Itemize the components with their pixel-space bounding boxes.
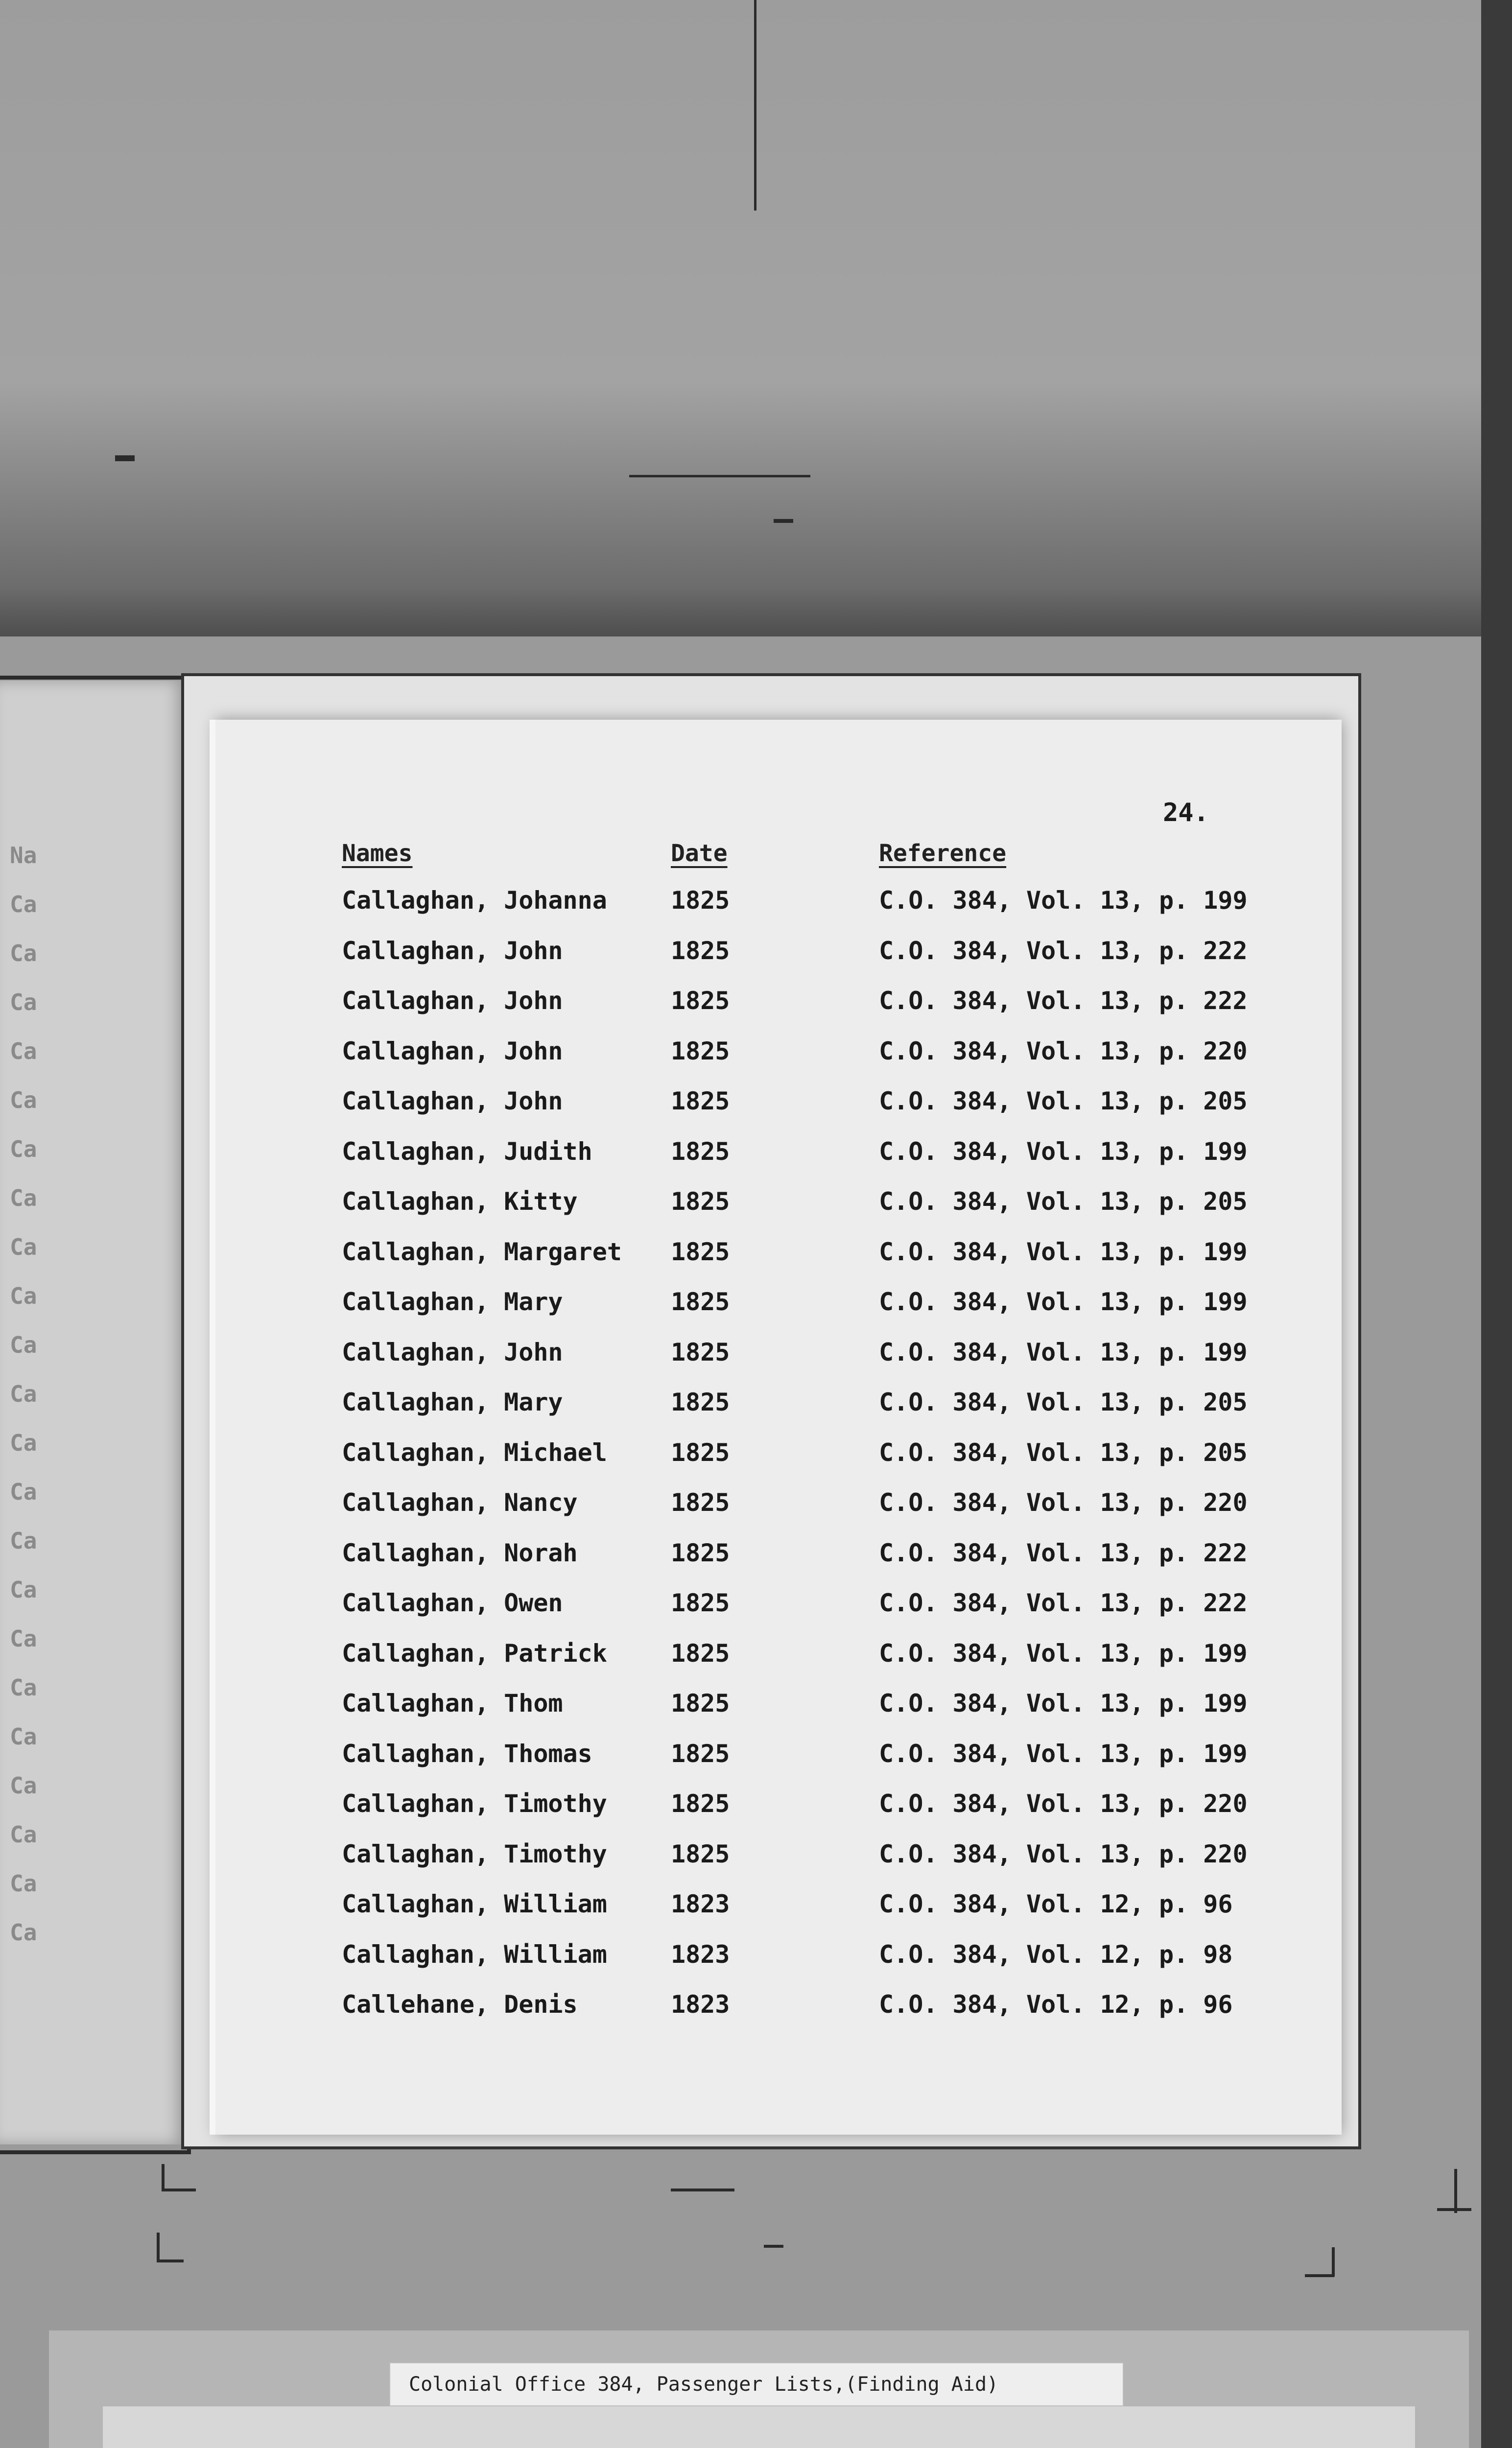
reference-citation: C.O. 384, Vol. 13, p. 199 bbox=[879, 1137, 1248, 1166]
table-row bbox=[215, 1187, 1342, 1236]
binder-edge bbox=[0, 676, 191, 2154]
reference-citation: C.O. 384, Vol. 12, p. 96 bbox=[879, 1890, 1233, 1918]
reference-citation: C.O. 384, Vol. 13, p. 199 bbox=[879, 1338, 1248, 1366]
table-row bbox=[215, 1338, 1342, 1387]
passenger-name: Callaghan, Michael bbox=[342, 1438, 607, 1467]
table-row bbox=[215, 1589, 1342, 1638]
passenger-name: Callaghan, Judith bbox=[342, 1137, 592, 1166]
entry-date: 1825 bbox=[671, 1639, 730, 1668]
table-row bbox=[215, 987, 1342, 1036]
entry-date: 1823 bbox=[671, 1890, 730, 1918]
registration-mark bbox=[1305, 2274, 1334, 2277]
passenger-name: Callaghan, Thom bbox=[342, 1689, 563, 1718]
table-row bbox=[215, 1890, 1342, 1939]
entry-date: 1825 bbox=[671, 936, 730, 965]
entry-date: 1825 bbox=[671, 1789, 730, 1818]
entry-date: 1823 bbox=[671, 1940, 730, 1969]
reference-citation: C.O. 384, Vol. 13, p. 199 bbox=[879, 886, 1248, 915]
registration-mark bbox=[157, 2233, 160, 2262]
registration-mark bbox=[1437, 2208, 1471, 2211]
passenger-name: Callaghan, Timothy bbox=[342, 1839, 607, 1868]
entry-date: 1825 bbox=[671, 1187, 730, 1216]
table-row bbox=[215, 1288, 1342, 1337]
entry-date: 1825 bbox=[671, 1438, 730, 1467]
table-row bbox=[215, 1639, 1342, 1688]
registration-mark bbox=[671, 2189, 734, 2191]
table-row bbox=[215, 1990, 1342, 2039]
entry-date: 1825 bbox=[671, 1137, 730, 1166]
entry-date: 1825 bbox=[671, 1388, 730, 1416]
finding-aid-label: Colonial Office 384, Passenger Lists,(Finding Aid) bbox=[389, 2362, 1124, 2406]
reference-citation: C.O. 384, Vol. 13, p. 205 bbox=[879, 1438, 1248, 1467]
page-number: 24. bbox=[1163, 798, 1209, 827]
table-row bbox=[215, 1438, 1342, 1487]
registration-mark bbox=[162, 2189, 196, 2191]
entry-date: 1825 bbox=[671, 987, 730, 1015]
entry-date: 1825 bbox=[671, 1288, 730, 1316]
passenger-name: Callaghan, Nancy bbox=[342, 1488, 578, 1517]
passenger-name: Callaghan, John bbox=[342, 1087, 563, 1115]
reference-citation: C.O. 384, Vol. 12, p. 98 bbox=[879, 1940, 1233, 1969]
entry-date: 1825 bbox=[671, 1237, 730, 1266]
entry-date: 1825 bbox=[671, 1589, 730, 1617]
table-row bbox=[215, 1087, 1342, 1136]
registration-mark bbox=[1332, 2247, 1335, 2277]
table-row bbox=[215, 1539, 1342, 1588]
entry-date: 1825 bbox=[671, 1036, 730, 1065]
passenger-name: Callaghan, Norah bbox=[342, 1538, 578, 1567]
reference-citation: C.O. 384, Vol. 13, p. 205 bbox=[879, 1087, 1248, 1115]
previous-page: Na Ca Ca Ca Ca Ca Ca Ca Ca Ca Ca Ca Ca Ca Ca Ca Ca Ca Ca Ca Ca Ca Ca bbox=[0, 681, 189, 2144]
passenger-name: Callaghan, Thomas bbox=[342, 1739, 592, 1768]
entry-date: 1825 bbox=[671, 886, 730, 915]
table-row bbox=[215, 1488, 1342, 1537]
reference-citation: C.O. 384, Vol. 13, p. 199 bbox=[879, 1237, 1248, 1266]
passenger-name: Callaghan, Kitty bbox=[342, 1187, 578, 1216]
passenger-name: Callaghan, Mary bbox=[342, 1388, 563, 1416]
film-edge bbox=[1481, 0, 1512, 2448]
passenger-name: Callaghan, Johanna bbox=[342, 886, 607, 915]
passenger-name: Callaghan, John bbox=[342, 1036, 563, 1065]
table-row bbox=[215, 1740, 1342, 1789]
table-row bbox=[215, 1689, 1342, 1738]
reference-citation: C.O. 384, Vol. 13, p. 205 bbox=[879, 1388, 1248, 1416]
table-row bbox=[215, 1388, 1342, 1437]
entry-date: 1825 bbox=[671, 1689, 730, 1718]
reference-citation: C.O. 384, Vol. 13, p. 199 bbox=[879, 1739, 1248, 1768]
table-row bbox=[215, 1840, 1342, 1889]
passenger-name: Callaghan, Owen bbox=[342, 1589, 563, 1617]
entry-date: 1825 bbox=[671, 1087, 730, 1115]
registration-mark bbox=[162, 2164, 165, 2191]
reference-citation: C.O. 384, Vol. 13, p. 199 bbox=[879, 1639, 1248, 1668]
reference-citation: C.O. 384, Vol. 13, p. 220 bbox=[879, 1036, 1248, 1065]
reference-citation: C.O. 384, Vol. 13, p. 222 bbox=[879, 1538, 1248, 1567]
passenger-name: Callaghan, John bbox=[342, 987, 563, 1015]
reference-citation: C.O. 384, Vol. 13, p. 220 bbox=[879, 1488, 1248, 1517]
entry-date: 1825 bbox=[671, 1739, 730, 1768]
reference-citation: C.O. 384, Vol. 13, p. 222 bbox=[879, 936, 1248, 965]
registration-mark bbox=[157, 2260, 184, 2262]
table-row bbox=[215, 937, 1342, 986]
passenger-name: Callaghan, Timothy bbox=[342, 1789, 607, 1818]
header-names: Names bbox=[342, 840, 413, 867]
header-reference: Reference bbox=[879, 840, 1007, 867]
reference-citation: C.O. 384, Vol. 12, p. 96 bbox=[879, 1990, 1233, 2019]
entry-date: 1825 bbox=[671, 1538, 730, 1567]
registration-mark bbox=[1454, 2169, 1457, 2213]
backdrop-mark bbox=[629, 475, 810, 477]
table-row bbox=[215, 1940, 1342, 1989]
reference-citation: C.O. 384, Vol. 13, p. 199 bbox=[879, 1689, 1248, 1718]
table-row bbox=[215, 1238, 1342, 1287]
reference-citation: C.O. 384, Vol. 13, p. 220 bbox=[879, 1789, 1248, 1818]
entry-date: 1825 bbox=[671, 1338, 730, 1366]
passenger-name: Callaghan, John bbox=[342, 1338, 563, 1366]
reference-citation: C.O. 384, Vol. 13, p. 220 bbox=[879, 1839, 1248, 1868]
passenger-name: Callaghan, Margaret bbox=[342, 1237, 622, 1266]
table-row bbox=[215, 1037, 1342, 1086]
entry-date: 1823 bbox=[671, 1990, 730, 2019]
archives-placard bbox=[103, 2406, 1415, 2448]
entry-date: 1825 bbox=[671, 1839, 730, 1868]
table-row bbox=[215, 1137, 1342, 1186]
reference-citation: C.O. 384, Vol. 13, p. 222 bbox=[879, 1589, 1248, 1617]
passenger-name: Callaghan, William bbox=[342, 1940, 607, 1969]
entry-date: 1825 bbox=[671, 1488, 730, 1517]
backdrop-mark bbox=[754, 0, 756, 211]
table-row bbox=[215, 886, 1342, 935]
passenger-name: Callaghan, Mary bbox=[342, 1288, 563, 1316]
passenger-name: Callaghan, Patrick bbox=[342, 1639, 607, 1668]
header-date: Date bbox=[671, 840, 728, 867]
backdrop-mark bbox=[115, 455, 135, 461]
document-page bbox=[215, 720, 1342, 2135]
table-row bbox=[215, 1789, 1342, 1838]
reference-citation: C.O. 384, Vol. 13, p. 199 bbox=[879, 1288, 1248, 1316]
passenger-name: Callaghan, John bbox=[342, 936, 563, 965]
backdrop-mark bbox=[774, 519, 793, 523]
reference-citation: C.O. 384, Vol. 13, p. 222 bbox=[879, 987, 1248, 1015]
passenger-name: Callehane, Denis bbox=[342, 1990, 578, 2019]
registration-mark bbox=[764, 2245, 783, 2248]
passenger-name: Callaghan, William bbox=[342, 1890, 607, 1918]
reference-citation: C.O. 384, Vol. 13, p. 205 bbox=[879, 1187, 1248, 1216]
